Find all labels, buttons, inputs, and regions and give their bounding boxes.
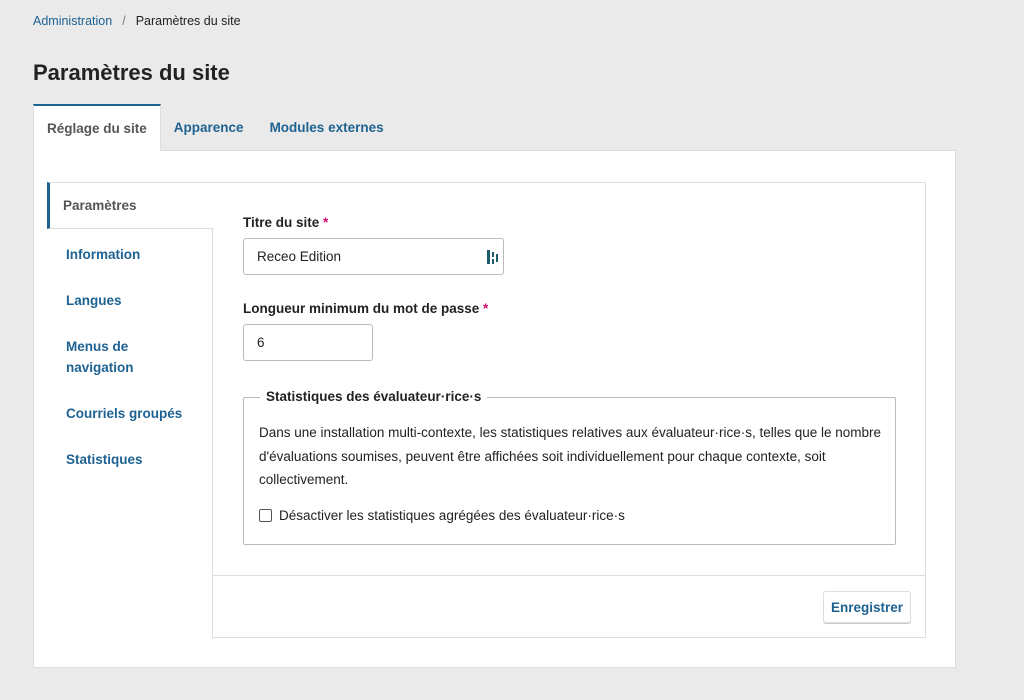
reviewer-stats-description: Dans une installation multi-contexte, les statistiques relatives aux évaluateur·rice·s, telles que le nombre d'évaluations soumises, peuvent être affichées soit individuellement pour chaque contexte, soit collectivement. bbox=[259, 425, 882, 487]
breadcrumb-current: Paramètres du site bbox=[135, 14, 241, 28]
tab-site-setup[interactable]: Réglage du site bbox=[33, 104, 161, 151]
min-password-length-label: Longueur minimum du mot de passe * bbox=[243, 301, 489, 316]
site-title-input[interactable] bbox=[243, 238, 504, 275]
password-manager-icon[interactable] bbox=[487, 250, 498, 264]
breadcrumb-link-administration[interactable]: Administration bbox=[33, 14, 113, 28]
sidebar-item-languages[interactable]: Langues bbox=[66, 293, 122, 308]
reviewer-stats-legend: Statistiques des évaluateur·rice·s bbox=[260, 389, 487, 404]
min-password-length-input[interactable] bbox=[243, 324, 373, 361]
disable-aggregate-stats-option[interactable] bbox=[259, 508, 625, 523]
save-button[interactable]: Enregistrer bbox=[823, 591, 911, 623]
disable-aggregate-stats-label: Désactiver les statistiques agrégées des évaluateur·rice·s bbox=[279, 508, 625, 523]
tab-panel bbox=[33, 150, 956, 668]
page-title: Paramètres du site bbox=[33, 60, 230, 85]
site-title-label: Titre du site * bbox=[243, 215, 329, 230]
sidebar-item-statistics[interactable]: Statistiques bbox=[66, 452, 143, 467]
side-navigation bbox=[47, 182, 213, 470]
settings-form bbox=[212, 182, 926, 638]
tab-bar bbox=[33, 104, 397, 151]
min-password-length-value: 6 bbox=[257, 335, 265, 350]
required-marker: * bbox=[483, 301, 489, 316]
breadcrumb-separator: / bbox=[122, 14, 126, 28]
sidebar-item-bulk-emails[interactable]: Courriels groupés bbox=[66, 406, 183, 421]
breadcrumb bbox=[33, 14, 241, 28]
disable-aggregate-stats-checkbox[interactable] bbox=[259, 509, 272, 522]
required-marker: * bbox=[323, 215, 329, 230]
tab-appearance[interactable]: Apparence bbox=[173, 120, 244, 135]
reviewer-stats-fieldset bbox=[243, 389, 896, 545]
sidebar-item-navigation-menus[interactable]: Menus de navigation bbox=[66, 339, 134, 375]
form-footer bbox=[213, 575, 925, 637]
sidebar-item-settings[interactable]: Paramètres bbox=[47, 182, 214, 229]
site-title-value: Receo Edition bbox=[257, 249, 342, 264]
tab-plugins[interactable]: Modules externes bbox=[269, 120, 384, 135]
sidebar-item-information[interactable]: Information bbox=[66, 247, 141, 262]
